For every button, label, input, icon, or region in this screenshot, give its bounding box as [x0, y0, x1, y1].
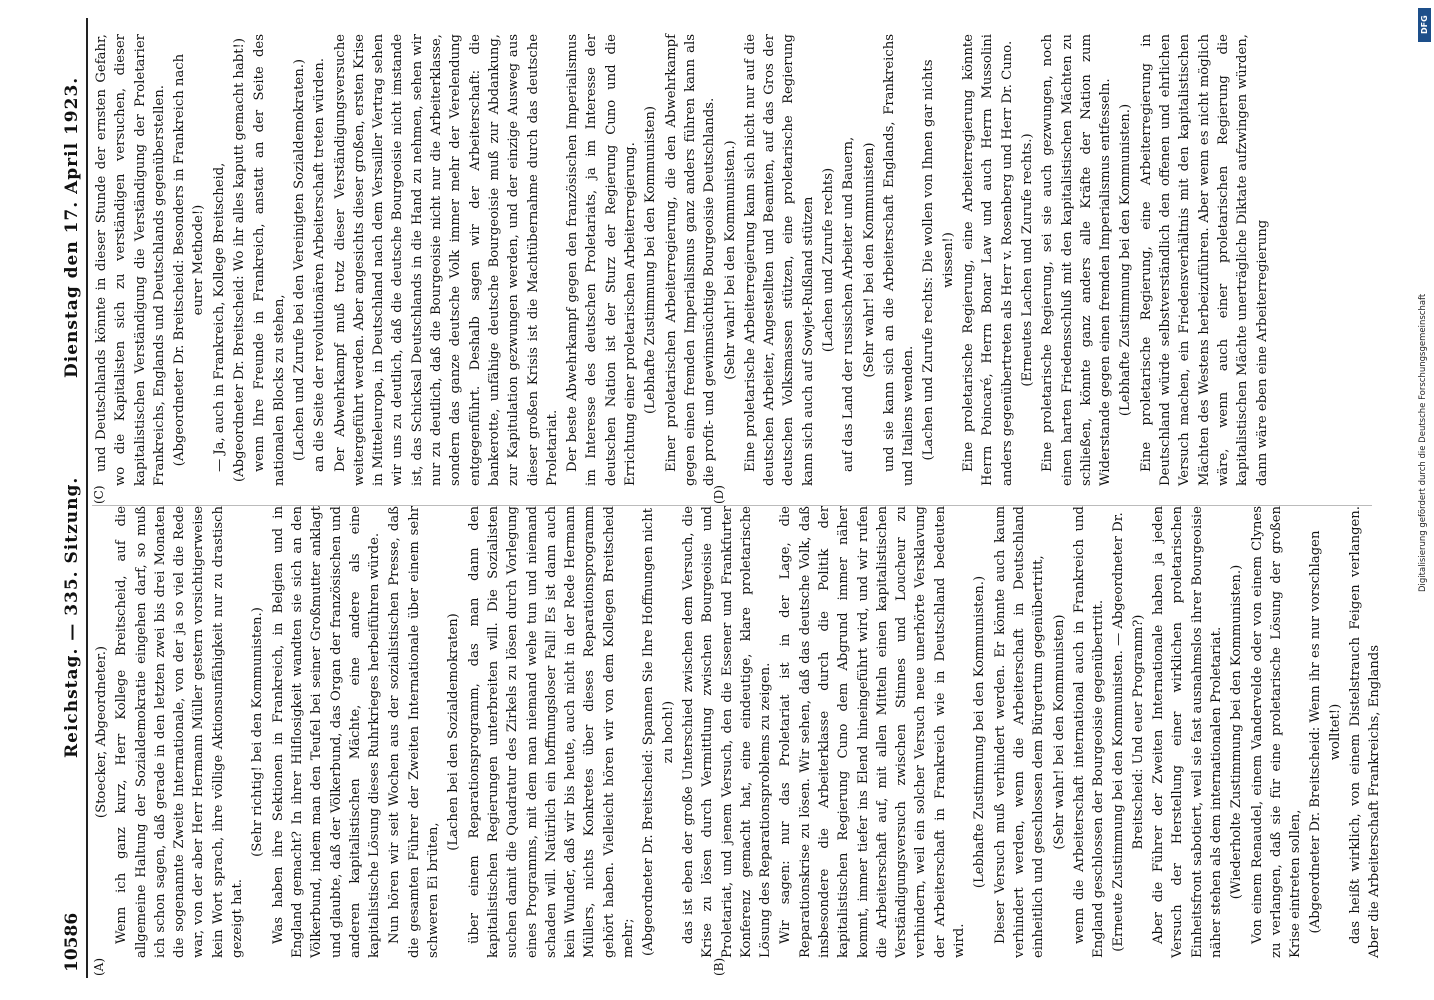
text-paragraph: (Sehr richtig! bei den Kommunisten.) [250, 607, 266, 857]
text-paragraph: das ist eben der große Unterschied zwischen dem Versuch, die Krise zu lösen durch Vermittlung zwischen Bourgeoisie und Proletariat, und jenem Versuch, den die Essener und Frankfurter Konferenz gemacht hat, eine eindeutige, klare proletarische Lösung des Reparationsproblems zu zeigen. [680, 506, 774, 958]
text-paragraph: (Lachen und Zurufe bei den Vereinigten Sozialdemokraten.) [291, 58, 307, 462]
left-text-column [92, 506, 1383, 958]
text-paragraph: (Stoecker, Abgeordneter.) [94, 645, 109, 819]
text-paragraph: Eine proletarische Regierung, eine Arbeiterregierung könnte Herrn Poincaré, Herrn Bonar Law und auch Herrn Mussolini anders gegenübertreten als Herr v. Rosenberg und Herr Dr. Cuno. [961, 34, 1015, 486]
text-paragraph: Wenn ich ganz kurz, Herr Kollege Breitscheid, auf die allgemeine Haltung der Sozialdemokratie eingehen darf, so muß ich schon sagen, daß gerade in den letzten zwei bis drei Monaten die sogenannte Zweite Internationale, von der ja so viel die Rede war, von der aber Herr Hermann Müller gestern vorsichtigerweise kein Wort sprach, ihre völlige Aktionsunfähigkeit nur zu drastisch gezeigt hat. [114, 506, 246, 958]
text-paragraph: auf das Land der russischen Arbeiter und Bauern, [841, 136, 857, 472]
text-paragraph: Eine proletarische Arbeiterregierung kann sich nicht nur auf die deutschen Arbeiter, Angestellten und Beamten, auf das Gros der deutschen Volksmassen stützen, eine proletarische Regierung kann sich auch auf Sowjet-Rußland stützen [742, 34, 816, 486]
text-paragraph: Nun hören wir seit Wochen aus der sozialistischen Presse, daß die gesamten Führer der Zweiten Internationale über einem sehr schweren Ei brüten, [387, 506, 442, 958]
text-paragraph: (Sehr wahr! bei den Kommunisten) [1051, 614, 1067, 850]
text-paragraph: Von einem Renaudel, einem Vandervelde oder von einem Clynes zu verlangen, daß sie für eine proletarische Lösung der großen Krise eintreten sollen, [1249, 506, 1304, 958]
text-paragraph: über einem Reparationsprogramm, das man dann den kapitalistischen Regierungen unterbreiten will. Die Sozialisten suchen damit die Quadratur des Zirkels zu lösen durch Vorlegung eines Programms, mit dem man niemand wehe tun und niemand schaden will. Natürlich ein hoffnungsloser Fall! Es ist dann auch kein Wunder, daß wir bis heute, auch nicht in der Rede Hermann Müllers, nichts Konkretes über dieses Reparationsprogramm gehört haben. Vielleicht hören wir von dem Kollegen Breitscheid mehr; [466, 506, 637, 958]
page-number: 10586 [62, 912, 82, 972]
margin-marker-c: (C) [92, 485, 106, 504]
text-paragraph: Eine proletarische Regierung, sei sie auch gezwungen, noch einen harten Friedensschluß mit den kapitalistischen Mächten zu schließen, könnte ganz anders alle Kräfte der Nation zum Widerstande gegen einen fremden Imperialismus entfesseln. [1040, 34, 1114, 486]
text-paragraph: und sie kann sich an die Arbeiterschaft Englands, Frankreichs und Italiens wenden. [881, 34, 917, 486]
right-text-column [92, 34, 1377, 486]
text-paragraph: (Lebhafte Zustimmung bei den Kommunisten) [643, 106, 659, 414]
text-paragraph: (Erneutes Lachen und Zurufe rechts.) [1019, 133, 1035, 387]
text-paragraph: Eine proletarische Regierung, eine Arbeiterregierung in Deutschland würde selbstverständlich den offenen und ehrlichen Versuch machen, ein Friedensverhältnis mit den kapitalistischen Mächten des Westens herbeizuführen. Aber wenn es nicht möglich wäre, wenn auch einer proletarischen Regierung die kapitalistischen Mächte unerträgliche Diktate aufzwingen würden, dann wäre eben eine Arbeiterregierung [1138, 34, 1270, 486]
text-paragraph: (Lachen und Zurufe rechts: Die wollen von Ihnen gar nichts wissen!) [921, 59, 956, 461]
rotated-newspaper-page [52, 18, 1382, 978]
text-paragraph: (Wiederholte Zustimmung bei den Kommunisten.) [1229, 564, 1245, 900]
page-header [52, 18, 88, 978]
text-paragraph: wenn die Arbeiterschaft international auch in Frankreich und England geschlossen der Bourgeoisie gegenübertritt. [1071, 506, 1107, 958]
text-paragraph: das heißt wirklich, von einem Distelstrauch Feigen verlangen. Aber die Arbeiterschaft Frankreichs, Englands [1348, 506, 1383, 958]
text-paragraph: (Abgeordneter Dr. Breitscheid: Wenn ihr es nur vorschlagen wolltet!) [1308, 530, 1343, 934]
text-paragraph: an die Seite der revolutionären Arbeiterschaft treten würden. [312, 58, 328, 472]
text-paragraph: (Lebhafte Zustimmung bei den Kommunisten.) [1118, 103, 1134, 417]
session-title: Reichstag. — 335. Sitzung. [62, 476, 82, 758]
margin-marker-d: (D) [712, 485, 726, 504]
text-paragraph: Einer proletarischen Arbeiterregierung, die den Abwehrkampf gegen einen fremden Imperialismus ganz anders führen kann als die profit- und gewinnsüchtige Bourgeoisie Deutschlands. [663, 34, 718, 486]
text-paragraph: Was haben ihre Sektionen in Frankreich, in Belgien und in England gemacht? In ihrer Hilflosigkeit wandten sie sich an den Völkerbund, indem man den Teufel bei seiner Großmutter anklagt und glaubte, daß der Völkerbund, das Organ der französischen und anderen kapitalistischen Mächte, eine andere als eine kapitalistische Lösung dieses Ruhrkrieges herbeiführen würde. [270, 506, 383, 958]
text-paragraph: (Lebhafte Zustimmung bei den Kommunisten.) [972, 575, 988, 889]
text-paragraph: wenn Ihre Freunde in Frankreich, anstatt an der Seite des nationalen Blocks zu stehen, [252, 34, 287, 486]
text-paragraph: (Sehr wahr! bei den Kommunisten.) [722, 140, 738, 380]
text-paragraph: (Sehr wahr! bei den Kommunisten) [861, 142, 877, 378]
text-paragraph: (Erneute Zustimmung bei den Kommunisten. — Abgeordneter Dr. Breitscheid: Und euer Programm?) [1111, 512, 1146, 952]
text-paragraph: Wir sagen: nur das Proletariat ist in der Lage, die Reparationskrise zu lösen. Wir sehen, daß das deutsche Volk, daß insbesondere die Arbeiterklasse durch die Politik der kapitalistischen Regierung Cuno dem Abgrund immer näher kommt, immer tiefer ins Elend hineingeführt wird, und wir rufen die Arbeiterschaft auf, mit allen Mitteln einen kapitalistischen Verständigungsversuch zwischen Stinnes und Loucheur zu verhindern, weil ein solcher Versuch neue unerhörte Versklavung der Arbeiterschaft in Frankreich wie in Deutschland bedeuten wird. [778, 506, 968, 958]
margin-marker-b: (B) [712, 957, 726, 976]
text-paragraph: (Abgeordneter Dr. Breitscheid: Besonders in Frankreich nach eurer Methode!) [172, 53, 207, 467]
text-paragraph: (Abgeordneter Dr. Breitscheid: Spannen Sie Ihre Hoffnungen nicht zu hoch!) [641, 508, 676, 956]
digitization-credit: Digitalisierung gefördert durch die Deutsche Forschungsgemeinschaft [1418, 293, 1428, 592]
text-paragraph: Der beste Abwehrkampf gegen den französischen Imperialismus im Interesse des deutschen Proletariats, ja im Interesse der deutschen Nation ist der Sturz der Regierung Cuno und die Errichtung einer proletarischen Arbeiterregierung. [565, 34, 639, 486]
digitization-sidebar [1418, 8, 1432, 988]
margin-marker-a: (A) [92, 957, 106, 976]
dfg-logo: DFG [1418, 8, 1431, 42]
column-divider [92, 505, 1372, 506]
text-paragraph: Dieser Versuch muß verhindert werden. Er könnte auch kaum verhindert werden, wenn die Arbeiterschaft in Deutschland einheitlich und geschlossen dem Bürgertum gegenübertritt, [992, 506, 1047, 958]
session-date: Dienstag den 17. April 1923. [62, 76, 82, 378]
text-paragraph: — Ja, auch in Frankreich, Kollege Breitscheid, [211, 162, 227, 472]
text-paragraph: (Lachen und Zurufe rechts) [820, 167, 836, 353]
text-paragraph: (Lachen bei den Sozialdemokraten) [446, 613, 462, 851]
text-paragraph: und Deutschlands könnte in dieser Stunde der ernsten Gefahr, wo die Kapitalisten sich zu verständigen versuchen, dieser kapitalistischen Verständigung die Verständigung der Proletarier Frankreichs, Englands und Deutschlands gegenüberstellen. [94, 34, 167, 486]
text-paragraph: Der Abwehrkampf muß trotz dieser Verständigungsversuche weitergeführt werden. Aber angesichts dieser großen, ersten Krise in Mitteleuropa, in Deutschland nach dem Versailler Vertrag sehen wir uns zu deutlich, daß die deutsche Bourgeoisie nicht imstande ist, das Schicksal Deutschlands in die Hand zu nehmen, sehen wir nur zu deutlich, daß die Bourgeoisie nicht nur die Arbeiterklasse, sondern das ganze deutsche Volk immer mehr der Verelendung entgegenführt. Deshalb sagen wir der Arbeiterschaft: die bankerotte, unfähige deutsche Bourgeoisie muß zur Abdankung, zur Kapitulation gezwungen werden, und der einzige Ausweg aus dieser großen Krisis ist die Machtübernahme durch das deutsche Proletariat. [332, 34, 560, 486]
text-paragraph: (Abgeordneter Dr. Breitscheid: Wo ihr alles kaputt gemacht habt!) [232, 38, 248, 482]
text-paragraph: Aber die Führer der Zweiten Internationale haben ja jeden Versuch der Herstellung einer wirklichen proletarischen Einheitsfront sabotiert, weil sie fast ausnahmslos ihrer Bourgeoisie näher stehen als dem internationalen Proletariat. [1151, 506, 1224, 958]
